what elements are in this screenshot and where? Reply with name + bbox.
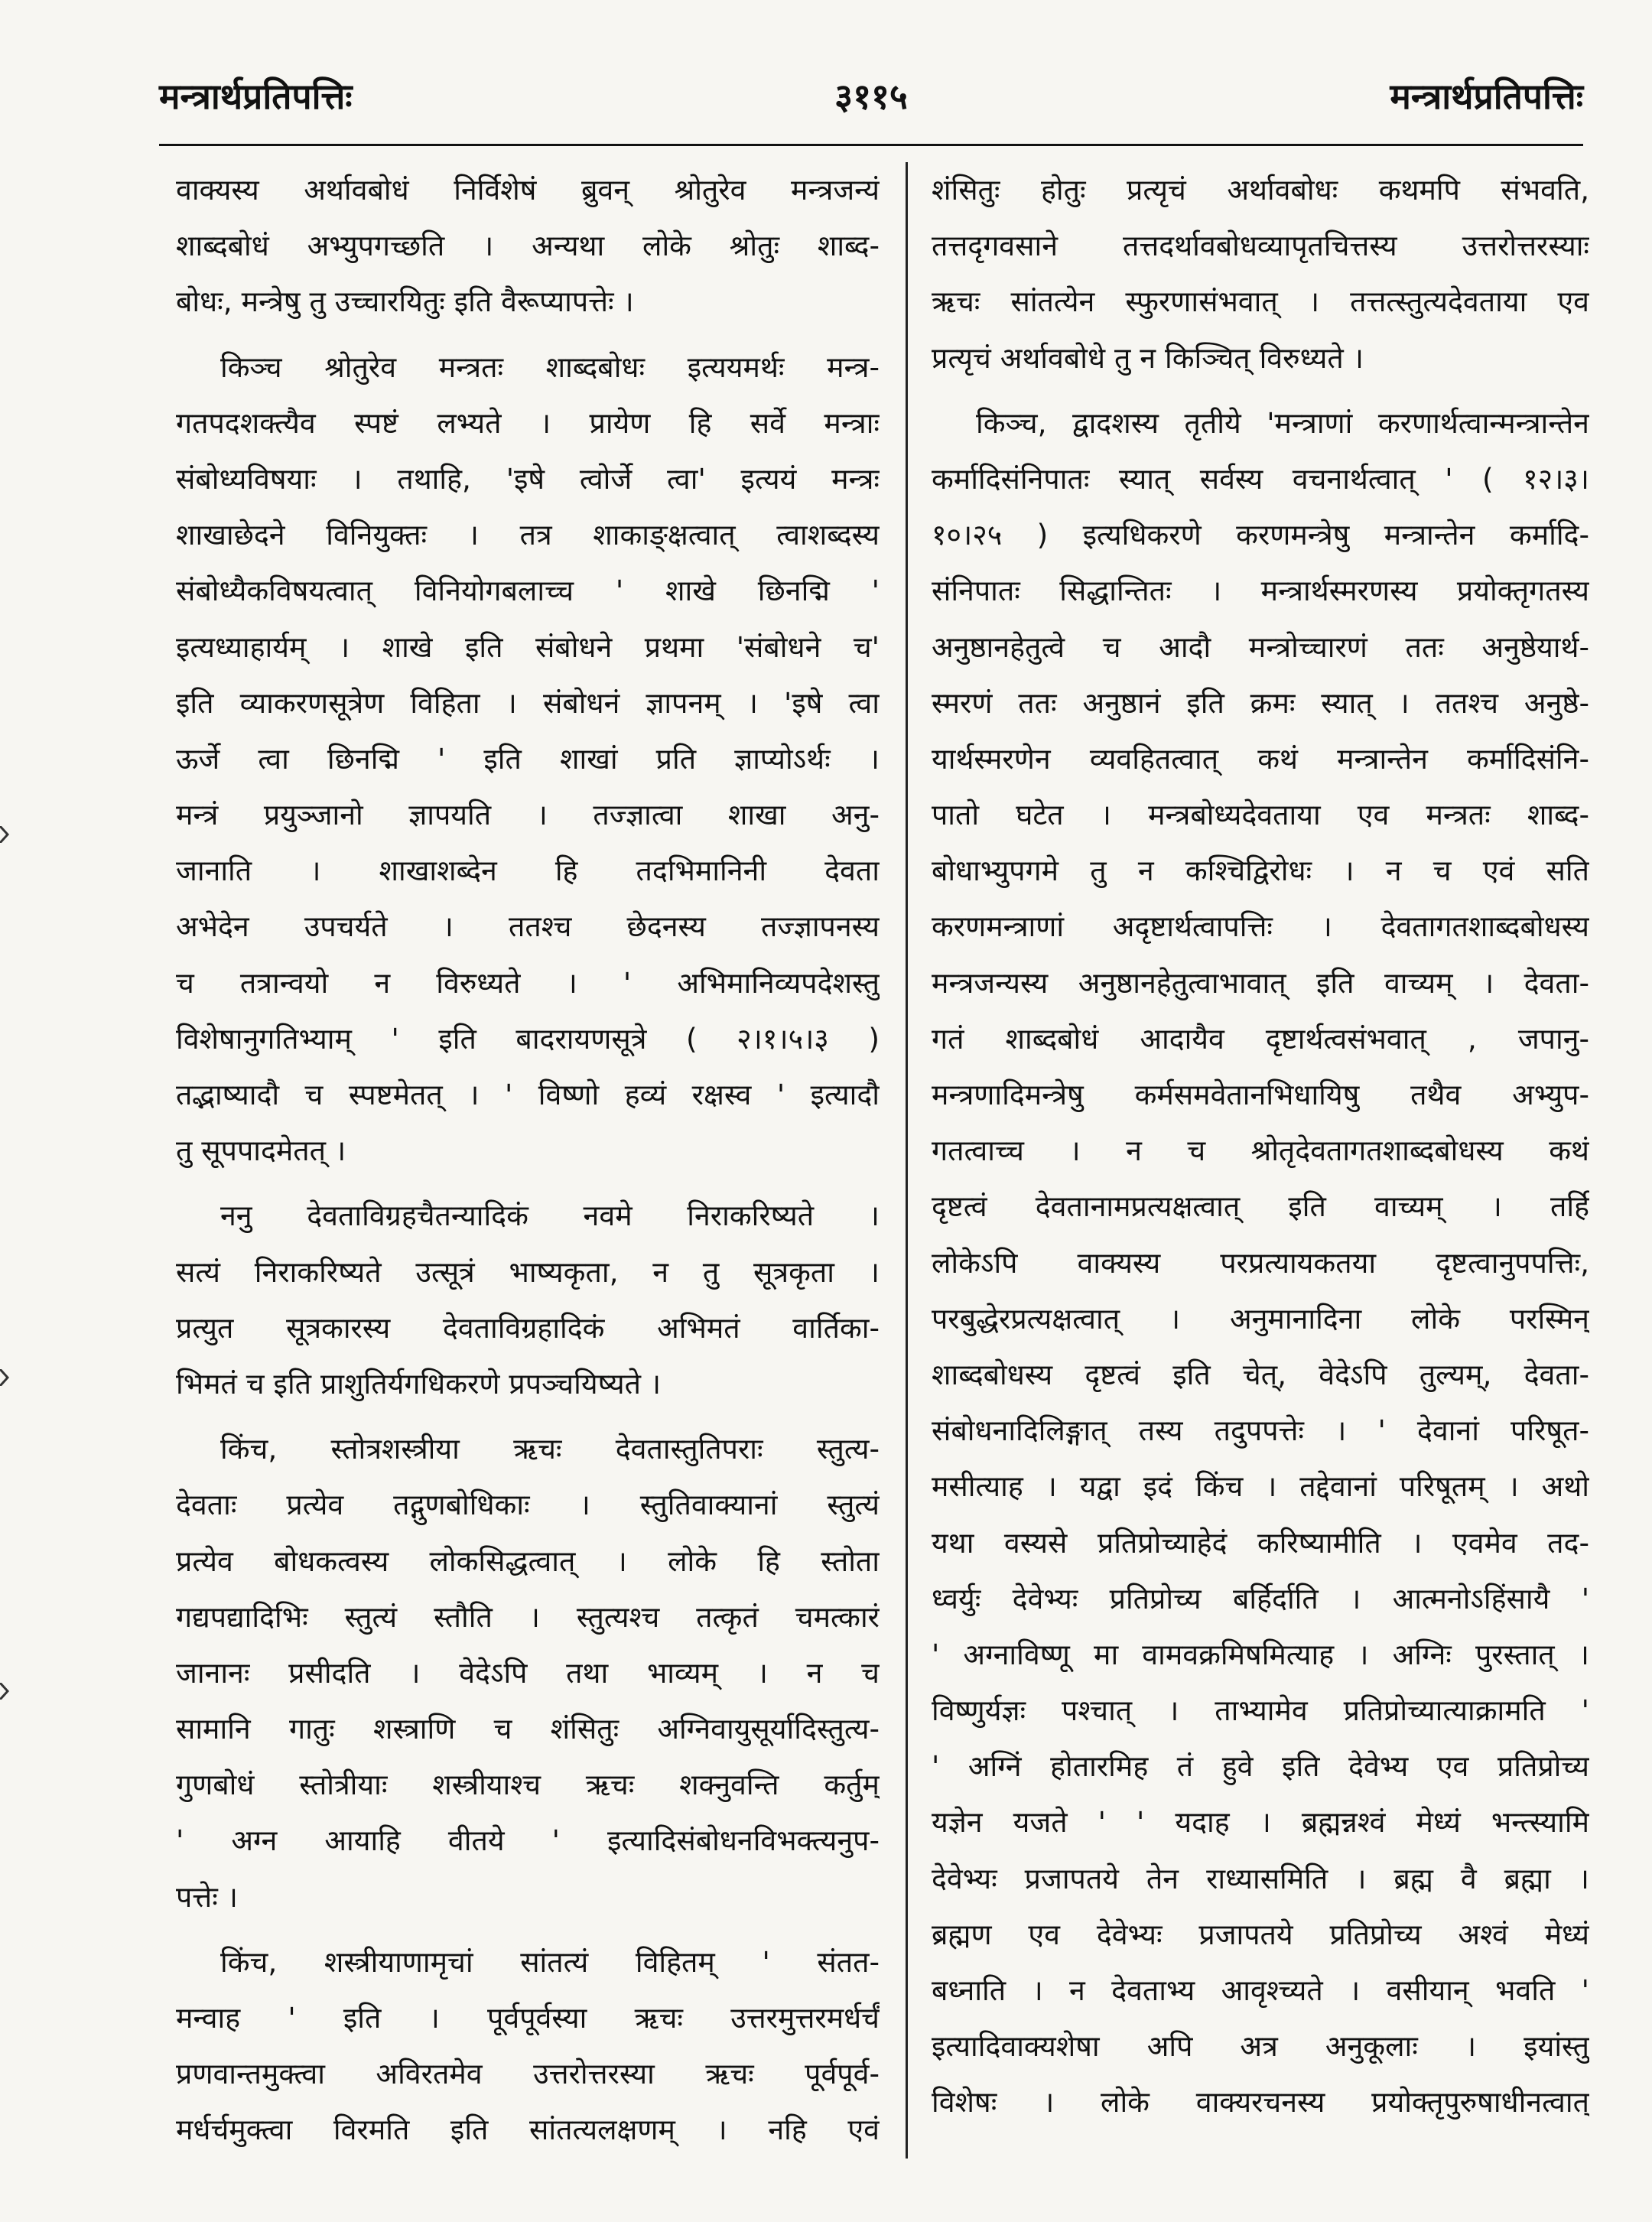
text-line: यज्ञेन यजते ' ' यदाह । ब्रह्मन्नश्वं मेध्यं भन्त्स्यामि (932, 1805, 1589, 1840)
text-line: गद्यपद्यादिभिः स्तुत्यं स्तौति । स्तुत्यश्च तत्कृतं चमत्कारं (176, 1599, 880, 1634)
paragraph-gap (932, 386, 1589, 395)
text-line: संबोधनादिलिङ्गात् तस्य तदुपपत्तेः । ' देवानां परिषूत- (932, 1414, 1589, 1448)
paragraph-gap (176, 1412, 880, 1421)
text-line: ऋचः सांतत्येन स्फुरणासंभवात् । तत्तत्स्तुत्यदेवताया एव (932, 285, 1589, 319)
text-line: अभेदेन उपचर्यते । ततश्च छेदनस्य तज्ज्ञापनस्य (176, 909, 880, 944)
text-line: तद्भाष्यादौ च स्पष्टमेतत् । ' विष्णो हव्यं रक्षस्व ' इत्यादौ (176, 1078, 880, 1111)
text-line: बोधाभ्युपगमे तु न कश्चिद्विरोधः । न च एवं सति (932, 854, 1589, 888)
text-line: भिमतं च इति प्राशुतिर्यगधिकरणे प्रपञ्चयिष्यते । (176, 1366, 662, 1401)
text-line: च तत्रान्वयो न विरुध्यते । ' अभिमानिव्यपदेशस्तु (176, 965, 880, 1000)
text-line: देवेभ्यः प्रजापतये तेन राध्यासमिति । ब्रह्म वै ब्रह्मा । (932, 1861, 1589, 1895)
text-line: गतपदशक्त्यैव स्पष्टं लभ्यते । प्रायेण हि सर्वे मन्त्राः (176, 405, 880, 440)
text-line: विशेषः । लोके वाक्यरचनस्य प्रयोक्तृपुरुषाधीनत्वात् (932, 2085, 1589, 2120)
text-line: सामानि गातुः शस्त्राणि च शंसितुः अग्निवायुसूर्यादिस्तुत्य- (176, 1712, 880, 1746)
text-line: किञ्च, द्वादशस्य तृतीये 'मन्त्राणां करणार्थत्वान्मन्त्रान्तेन (976, 405, 1589, 440)
text-line: बध्नाति । न देवताभ्य आवृश्च्यते । वसीयान् भवति ' (932, 1973, 1589, 2007)
text-line: ध्वर्युः देवेभ्यः प्रतिप्रोच्य बर्हिर्दाति । आत्मनोऽहिंसायै ' (932, 1581, 1589, 1615)
text-line: लोकेऽपि वाक्यस्य परप्रत्यायकतया दृष्टत्वानुपपत्तिः, (932, 1245, 1589, 1280)
text-line: इति व्याकरणसूत्रेण विहिता । संबोधनं ज्ञापनम् । 'इषे त्वा (176, 685, 880, 720)
text-line: ' अग्न आयाहि वीतये ' इत्यादिसंबोधनविभक्त्यनुप- (176, 1823, 880, 1858)
text-line: मन्त्रणादिमन्त्रेषु कर्मसमवेतानभिधायिषु तथैव अभ्युप- (932, 1078, 1589, 1111)
text-line: मन्वाह ' इति । पूर्वपूर्वस्या ऋचः उत्तरमुत्तरमर्धर्चं (176, 2001, 880, 2035)
text-line: ' अग्नाविष्णू मा वामवक्रमिषमित्याह । अग्निः पुरस्तात् । (932, 1637, 1589, 1671)
right-column (932, 162, 1589, 2166)
margin-arrow-icon (0, 826, 9, 843)
text-line: गुणबोधं स्तोत्रीयाः शस्त्रीयाश्च ऋचः शक्नुवन्ति कर्तुम् (176, 1768, 880, 1802)
text-line: शाब्दबोधं अभ्युपगच्छति । अन्यथा लोके श्रोतुः शाब्द- (176, 229, 880, 263)
text-line: संबोध्यविषयाः । तथाहि, 'इषे त्वोर्जे त्वा' इत्ययं मन्त्रः (176, 461, 880, 496)
text-line: परबुद्धेरप्रत्यक्षत्वात् । अनुमानादिना लोके परस्मिन् (932, 1301, 1589, 1335)
text-line: ' अग्निं होतारमिह तं हुवे इति देवेभ्य एव प्रतिप्रोच्य (932, 1749, 1589, 1784)
text-line: बोधः, मन्त्रेषु तु उच्चारयितुः इति वैरूप्यापत्तेः । (176, 285, 634, 319)
text-line: प्रत्येव बोधकत्वस्य लोकसिद्धत्वात् । लोके हि स्तोता (176, 1544, 880, 1578)
text-line: अनुष्ठानहेतुत्वे च आदौ मन्त्रोच्चारणं ततः अनुष्ठेयार्थ- (932, 630, 1589, 664)
running-title-left: मन्त्रार्थप्रतिपत्तिः (159, 76, 353, 117)
text-line: देवताः प्रत्येव तद्गुणबोधिकाः । स्तुतिवाक्यानां स्तुत्यं (176, 1488, 880, 1522)
paragraph-gap (176, 1179, 880, 1188)
text-line: तु सूपपादमेतत् । (176, 1134, 346, 1168)
margin-arrow-icon (0, 1369, 9, 1386)
paragraph-gap (176, 1925, 880, 1934)
text-line: किञ्च श्रोतुरेव मन्त्रतः शाब्दबोधः इत्ययमर्थः मन्त्र- (220, 350, 880, 384)
text-line: शाखाछेदने विनियुक्तः । तत्र शाकाङ्क्षत्वात् त्वाशब्दस्य (176, 518, 880, 552)
paragraph-gap (176, 330, 880, 340)
text-line: मन्त्रजन्यस्य अनुष्ठानहेतुत्वाभावात् इति वाच्यम् । देवता- (932, 965, 1589, 1000)
left-column (176, 162, 880, 2166)
column-divider (906, 162, 908, 2159)
text-line: पत्तेः । (176, 1879, 238, 1914)
text-line: तत्तदृगवसाने तत्तदर्थावबोधव्यापृतचित्तस्य उत्तरोत्तरस्याः (932, 229, 1589, 263)
text-line: करणमन्त्राणां अदृष्टार्थत्वापत्तिः । देवतागतशाब्दबोधस्य (932, 909, 1589, 944)
text-line: गतं शाब्दबोधं आदायैव दृष्टार्थत्वसंभवात् , जपानु- (932, 1021, 1589, 1056)
text-line: संनिपातः सिद्धान्तितः । मन्त्रार्थस्मरणस्य प्रयोक्तृगतस्य (932, 574, 1589, 608)
page-header (159, 73, 1583, 142)
text-line: वाक्यस्य अर्थावबोधं निर्विशेषं ब्रुवन् श्रोतुरेव मन्त्रजन्यं (176, 173, 880, 207)
margin-arrow-icon (0, 1683, 9, 1700)
text-line: इत्यादिवाक्यशेषा अपि अत्र अनुकूलाः । इयांस्तु (932, 2029, 1589, 2064)
text-line: १०।२५ ) इत्यधिकरणे करणमन्त्रेषु मन्त्रान्तेन कर्मादि- (932, 518, 1589, 552)
text-line: मर्धर्चमुक्त्वा विरमति इति सांतत्यलक्षणम् । नहि एवं (176, 2113, 880, 2147)
text-line: किंच, शस्त्रीयाणामृचां सांतत्यं विहितम् ' संतत- (220, 1944, 880, 1979)
text-line: पातो घटेत । मन्त्रबोध्यदेवताया एव मन्त्रतः शाब्द- (932, 798, 1589, 832)
text-line: ब्रह्मण एव देवेभ्यः प्रजापतये प्रतिप्रोच्य अश्वं मेध्यं (932, 1917, 1589, 1951)
text-line: शंसितुः होतुः प्रत्यृचं अर्थावबोधः कथमपि संभवति, (932, 173, 1589, 207)
text-line: किंच, स्तोत्रशस्त्रीया ऋचः देवतास्तुतिपराः स्तुत्य- (220, 1432, 880, 1466)
running-title-right: मन्त्रार्थप्रतिपत्तिः (1390, 76, 1583, 117)
text-line: जानाति । शाखाशब्देन हि तदभिमानिनी देवता (176, 854, 880, 888)
text-line: स्मरणं ततः अनुष्ठानं इति क्रमः स्यात् । ततश्च अनुष्ठे- (932, 685, 1589, 720)
text-line: कर्मादिसंनिपातः स्यात् सर्वस्य वचनार्थत्वात् ' ( १२।३। (932, 461, 1589, 496)
text-line: ननु देवताविग्रहचैतन्यादिकं नवमे निराकरिष्यते । (220, 1199, 880, 1233)
text-line: यार्थस्मरणेन व्यवहितत्वात् कथं मन्त्रान्तेन कर्मादिसंनि- (932, 741, 1589, 776)
page-number: ३११५ (834, 76, 908, 117)
text-line: मसीत्याह । यद्वा इदं किंच । तद्देवानां परिषूतम् । अथो (932, 1469, 1589, 1504)
header-rule (159, 144, 1583, 146)
text-line: विशेषानुगतिभ्याम् ' इति बादरायणसूत्रे ( २।१।५।३ ) (176, 1021, 880, 1056)
text-line: सत्यं निराकरिष्यते उत्सूत्रं भाष्यकृता, न तु सूत्रकृता । (176, 1254, 880, 1289)
text-line: गतत्वाच्च । न च श्रोतृदेवतागतशाब्दबोधस्य कथं (932, 1134, 1589, 1168)
text-line: ऊर्जे त्वा छिनद्मि ' इति शाखां प्रति ज्ञाप्योऽर्थः । (176, 741, 880, 776)
text-line: इत्यध्याहार्यम् । शाखे इति संबोधने प्रथमा 'संबोधने च' (176, 630, 880, 664)
text-line: प्रत्यृचं अर्थावबोधे तु न किञ्चित् विरुध्यते । (932, 340, 1364, 375)
text-line: संबोध्यैकविषयत्वात् विनियोगबलाच्च ' शाखे छिनद्मि ' (176, 574, 880, 608)
text-line: जानानः प्रसीदति । वेदेऽपि तथा भाव्यम् । न च (176, 1655, 880, 1690)
text-line: प्रणवान्तमुक्त्वा अविरतमेव उत्तरोत्तरस्या ऋचः पूर्वपूर्व- (176, 2057, 880, 2091)
text-line: प्रत्युत सूत्रकारस्य देवताविग्रहादिकं अभिमतं वार्तिका- (176, 1310, 880, 1345)
text-line: मन्त्रं प्रयुञ्जानो ज्ञापयति । तज्ज्ञात्वा शाखा अनु- (176, 798, 880, 832)
text-line: विष्णुर्यज्ञः पश्चात् । ताभ्यामेव प्रतिप्रोच्यात्याक्रामति ' (932, 1693, 1589, 1728)
text-line: यथा वस्यसे प्रतिप्रोच्याहेदं करिष्यामीति । एवमेव तद- (932, 1525, 1589, 1560)
text-line: शाब्दबोधस्य दृष्टत्वं इति चेत्, वेदेऽपि तुल्यम्, देवता- (932, 1357, 1589, 1391)
text-line: दृष्टत्वं देवतानामप्रत्यक्षत्वात् इति वाच्यम् । तर्हि (932, 1189, 1589, 1224)
